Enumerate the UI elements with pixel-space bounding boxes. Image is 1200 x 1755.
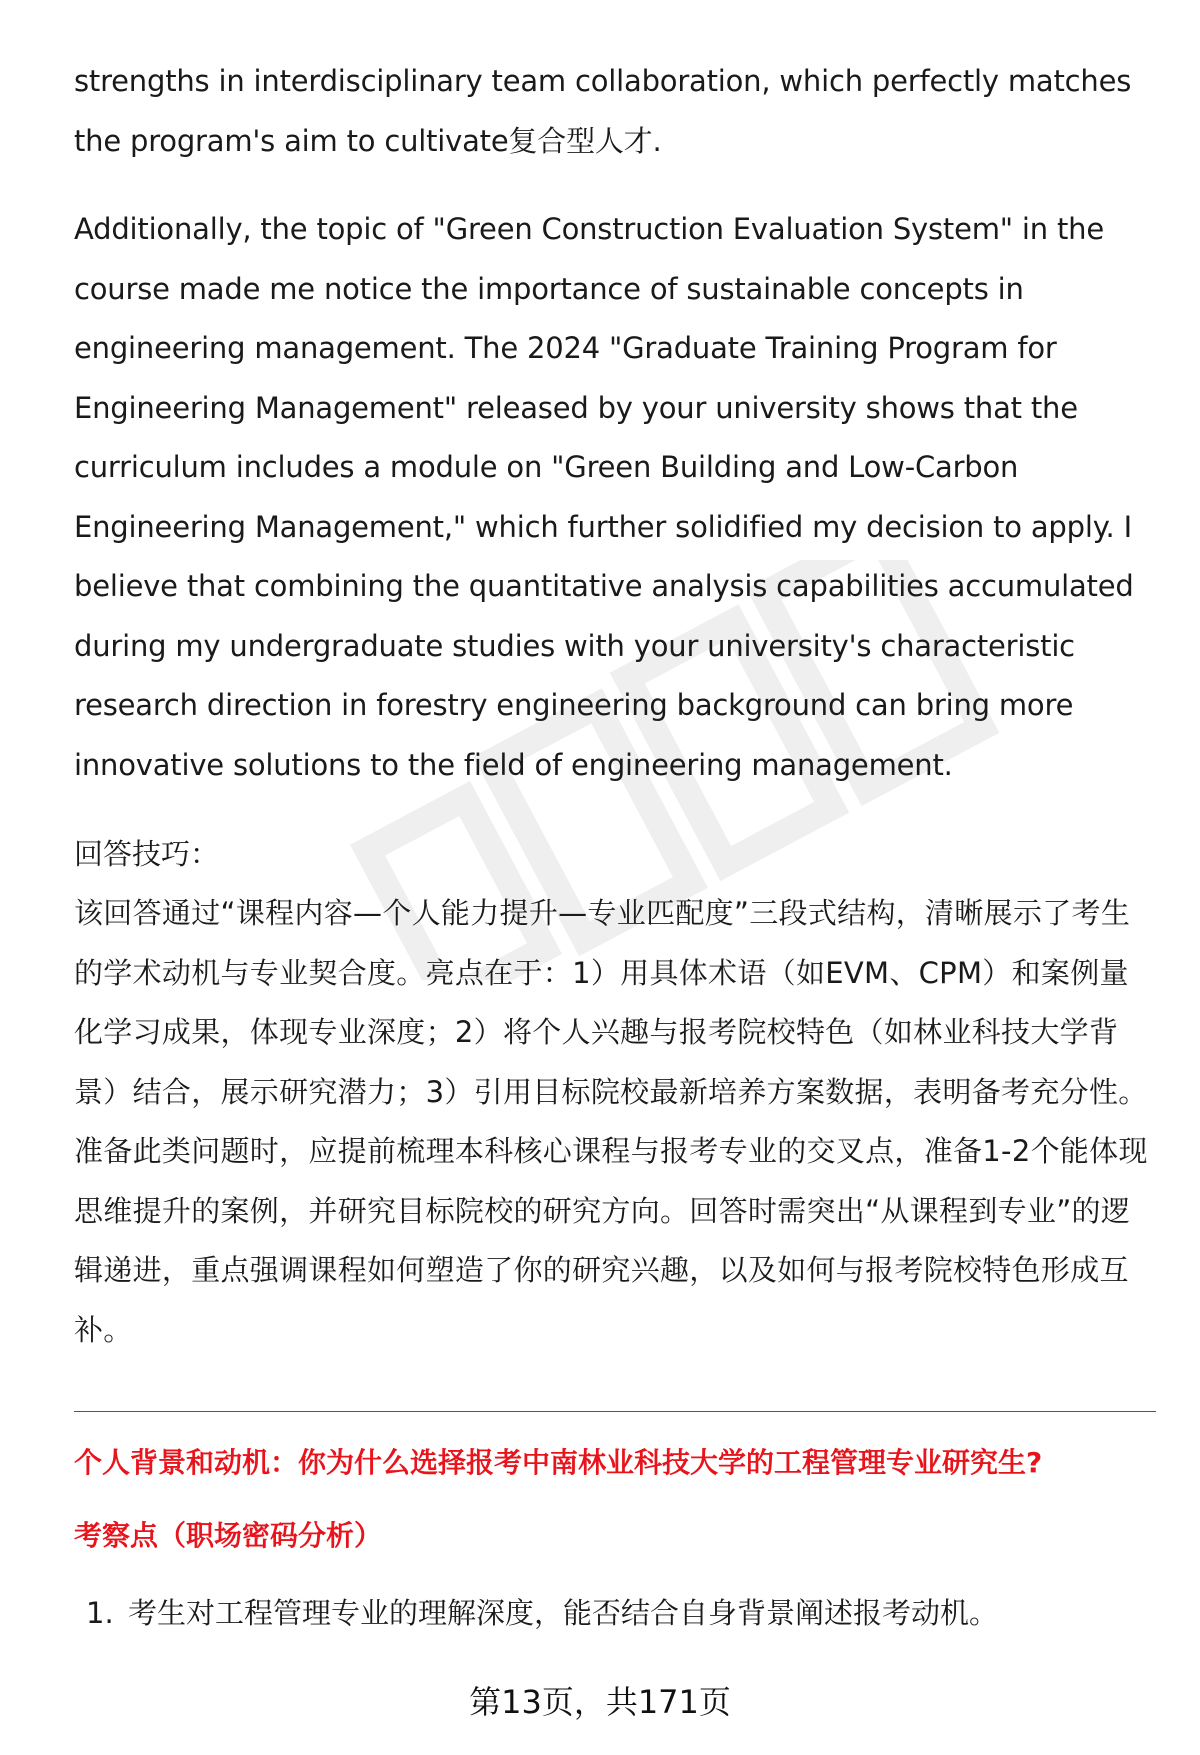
tips-paragraph: 该回答通过“课程内容—个人能力提升—专业匹配度”三段式结构，清晰展示了考生的学术动机与专业契合度。亮点在于：1）用具体术语（如EVM、CPM）和案例量化学习成果，体现专业深度；2）将个人兴趣与报考院校特色（如林业科技大学背景）结合，展示研究潜力；3）引用目标院校最新培养方案数据，表明备考充分性。准备此类问题时，应提前梳理本科核心课程与报考专业的交叉点，准备1-2个能体现思维提升的案例，并研究目标院校的研究方向。回答时需突出“从课程到专业”的逻辑递进，重点强调课程如何塑造了你的研究兴趣，以及如何与报考院校特色形成互补。 — [74, 896, 1148, 1347]
question-subtitle: 考察点（职场密码分析） — [74, 1519, 383, 1552]
list-item-number: 1. — [86, 1596, 114, 1630]
page-number: 第13页，共171页 — [469, 1683, 731, 1721]
paragraph-strengths: strengths in interdisciplinary team collaboration, which perfectly matches the program's aim to cultivate复合型人才. — [74, 64, 1132, 158]
list-item — [86, 1588, 998, 1638]
question-title: 个人背景和动机：你为什么选择报考中南林业科技大学的工程管理专业研究生? — [74, 1446, 1043, 1479]
paragraph-green-construction: Additionally, the topic of "Green Construction Evaluation System" in the course made me notice the importance of sustainable concepts in engineering management. The 2024 "Graduate Training Program for Engineering Management" released by your university shows that the curriculum includes a module on "Green Building and Low-Carbon Engineering Management," which further solidified my decision to apply. I believe that combining the quantitative analysis capabilities accumulated during my undergraduate studies with your university's characteristic research direction in forestry engineering background can bring more innovative solutions to the field of engineering management. — [74, 212, 1134, 782]
section-divider — [74, 1411, 1156, 1412]
tips-heading: 回答技巧： — [74, 837, 220, 871]
list-item-text: 考生对工程管理专业的理解深度，能否结合自身背景阐述报考动机。 — [128, 1596, 999, 1630]
question-points-list — [86, 1588, 998, 1638]
document-body — [74, 52, 1154, 1360]
